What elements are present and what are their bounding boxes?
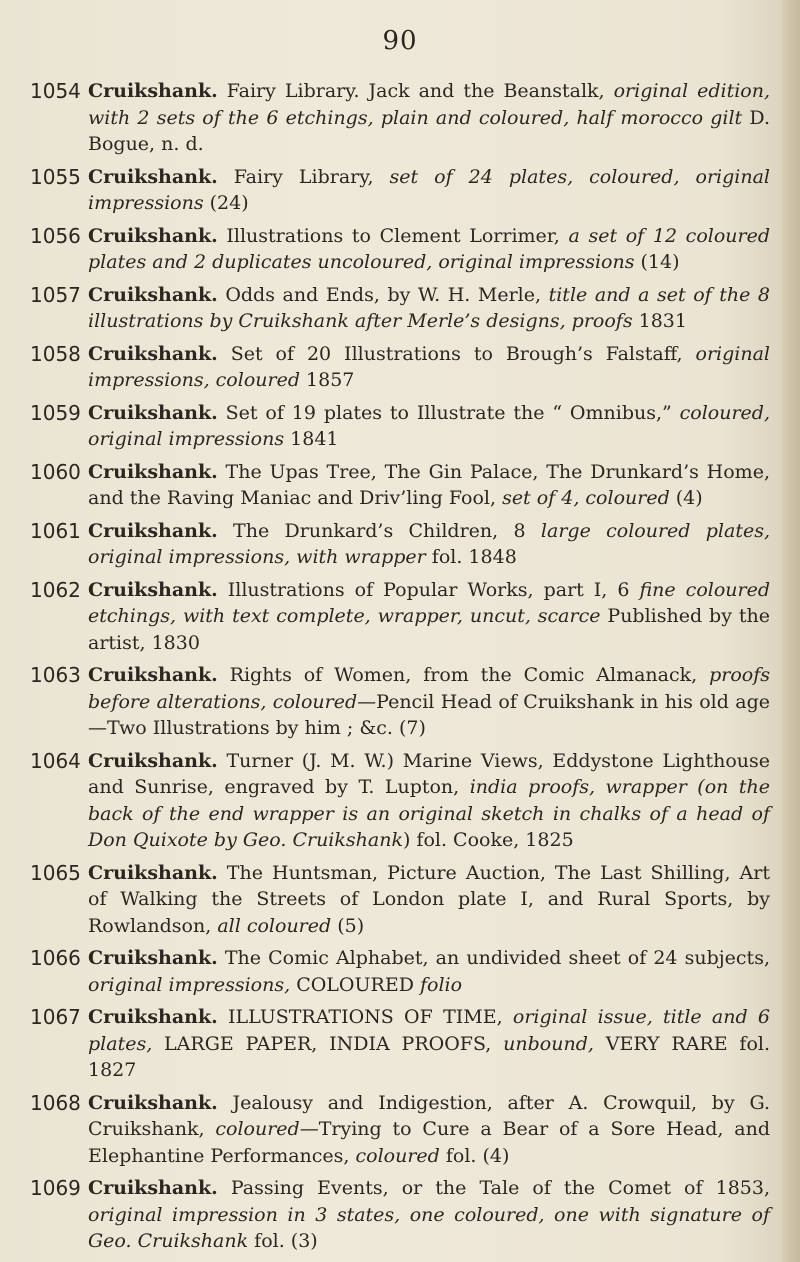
lot-text-part: proofs before alterations, coloured bbox=[88, 664, 770, 713]
lot-entry bbox=[30, 748, 770, 854]
lot-number: 1065 bbox=[30, 860, 81, 885]
lot-text-part: (5) bbox=[331, 914, 365, 937]
lot-description bbox=[88, 662, 770, 742]
lot-text-part: set of 4, coloured bbox=[502, 487, 670, 509]
lot-description bbox=[88, 860, 770, 940]
lot-text-part: coloured bbox=[355, 1144, 440, 1167]
lot-description bbox=[88, 282, 770, 335]
lot-text-part: D. Bogue, n. d. bbox=[88, 106, 770, 155]
lot-text-part: The Upas Tree, The Gin Palace, The Drunkard’s Home, and the Raving Maniac and Driv’ling Fool, bbox=[88, 460, 770, 509]
lot-text-part: Fairy Library. Jack and the Beanstalk, bbox=[217, 80, 614, 102]
lot-text-part: 1831 bbox=[632, 310, 687, 332]
lot-text-part: Rights of Women, from the Comic Almanack, bbox=[217, 664, 710, 686]
lot-text-part: ILLUSTRATIONS OF TIME, bbox=[217, 1006, 513, 1028]
lot-text-part: The Drunkard’s Children, 8 bbox=[217, 519, 541, 542]
lot-text-part: india proofs, wrapper (on the back of the end wrapper is an original sketch in chalks of a head of Don Quixote by Geo. Cruikshank bbox=[88, 776, 770, 851]
lot-description bbox=[88, 945, 770, 998]
lot-author: Cruikshank. bbox=[88, 342, 218, 365]
lot-text-part: Odds and Ends, by W. H. Merle, bbox=[217, 283, 549, 306]
lot-description bbox=[88, 400, 770, 453]
lot-entry bbox=[30, 945, 770, 998]
lot-author: Cruikshank. bbox=[88, 519, 218, 542]
lot-number: 1068 bbox=[30, 1090, 81, 1115]
lot-text-part: original impressions, coloured bbox=[88, 342, 770, 391]
lot-description bbox=[88, 1004, 770, 1084]
lot-text-part: fine coloured etchings, with text complete, wrapper, uncut, scarce bbox=[88, 578, 770, 627]
lot-text-part: (24) bbox=[203, 192, 249, 214]
lot-entry bbox=[30, 459, 770, 512]
lot-number: 1062 bbox=[30, 577, 81, 602]
lot-text-part: coloured, original impressions bbox=[88, 401, 770, 450]
lot-text-part: Illustrations to Clement Lorrimer, bbox=[217, 224, 569, 247]
lot-text-part: (4) bbox=[669, 487, 703, 509]
lot-text-part: Passing Events, or the Tale of the Comet of 1853, bbox=[217, 1177, 770, 1199]
lot-description bbox=[88, 164, 770, 217]
lot-number: 1061 bbox=[30, 518, 81, 543]
lot-description bbox=[88, 1175, 770, 1255]
lot-author: Cruikshank. bbox=[88, 283, 218, 306]
lot-text-part: original issue, title and 6 plates, bbox=[88, 1006, 770, 1055]
lot-author: Cruikshank. bbox=[88, 749, 218, 772]
lot-text-part: VERY RARE fol. 1827 bbox=[88, 1032, 770, 1081]
lot-number: 1064 bbox=[30, 748, 81, 773]
lot-text-part: —Trying to Cure a Bear of a Sore Head, and Elephantine Performances, bbox=[88, 1118, 770, 1167]
lot-author: Cruikshank. bbox=[88, 224, 218, 247]
lot-text-part: fol. (4) bbox=[439, 1144, 510, 1167]
lot-author: Cruikshank. bbox=[88, 1006, 218, 1028]
lot-description bbox=[88, 341, 770, 394]
page-edge bbox=[782, 0, 800, 1262]
lot-text-part: fol. (3) bbox=[248, 1230, 318, 1252]
page-number: 90 bbox=[382, 26, 418, 56]
lot-text-part: folio bbox=[419, 973, 463, 996]
lot-author: Cruikshank. bbox=[88, 80, 218, 102]
lot-text-part: coloured bbox=[215, 1118, 300, 1140]
lot-text-part: a set of 12 coloured plates and 2 duplicates uncoloured, original impressions bbox=[88, 224, 771, 273]
lot-text-part: Illustrations of Popular Works, part I, 6 bbox=[217, 578, 640, 601]
lot-list bbox=[30, 78, 770, 1261]
lot-text-part: original impression in 3 states, one coloured, one with signature of Geo. Cruikshank bbox=[88, 1203, 770, 1252]
lot-text-part: The Comic Alphabet, an undivided sheet of 24 subjects, bbox=[217, 947, 770, 969]
lot-description bbox=[88, 748, 770, 854]
lot-text-part: 1841 bbox=[284, 428, 339, 450]
lot-author: Cruikshank. bbox=[88, 578, 218, 601]
lot-number: 1067 bbox=[30, 1005, 81, 1029]
lot-text-part: Set of 20 Illustrations to Brough’s Falstaff, bbox=[217, 342, 696, 365]
lot-entry bbox=[30, 860, 770, 940]
lot-entry bbox=[30, 1090, 770, 1170]
lot-text-part: COLOURED bbox=[290, 973, 420, 996]
lot-text-part: fol. 1848 bbox=[425, 546, 517, 568]
lot-number: 1059 bbox=[30, 400, 81, 425]
lot-description bbox=[88, 78, 770, 158]
lot-number: 1056 bbox=[30, 223, 81, 248]
lot-text-part: The Huntsman, Picture Auction, The Last Shilling, Art of Walking the Streets of London plate I, and Rural Sports, by Rowlandson, bbox=[88, 861, 770, 937]
lot-text-part: Turner (J. M. W.) Marine Views, Eddystone Lighthouse and Sunrise, engraved by T. Lupton, bbox=[88, 749, 770, 798]
lot-entry bbox=[30, 577, 770, 657]
lot-entry bbox=[30, 1175, 770, 1255]
lot-text-part: LARGE PAPER, INDIA PROOFS, bbox=[152, 1032, 504, 1055]
lot-number: 1069 bbox=[30, 1176, 81, 1200]
lot-number: 1057 bbox=[30, 282, 81, 307]
lot-author: Cruikshank. bbox=[88, 165, 218, 188]
lot-text-part: title and a set of the 8 illustrations by Cruikshank after Merle’s designs, proofs bbox=[88, 283, 770, 332]
lot-text-part: original impressions, bbox=[88, 973, 291, 996]
lot-text-part: Set of 19 plates to Illustrate the “ Omnibus,” bbox=[217, 401, 680, 424]
lot-text-part: set of 24 plates, coloured, original impressions bbox=[88, 165, 770, 214]
lot-entry bbox=[30, 518, 770, 571]
lot-text-part: Published by the artist, 1830 bbox=[88, 605, 770, 654]
lot-entry bbox=[30, 400, 770, 453]
lot-number: 1054 bbox=[30, 79, 81, 103]
lot-entry bbox=[30, 223, 770, 276]
lot-author: Cruikshank. bbox=[88, 664, 218, 686]
lot-text-part: ) fol. Cooke, 1825 bbox=[402, 829, 574, 851]
lot-number: 1058 bbox=[30, 341, 81, 366]
lot-entry bbox=[30, 1004, 770, 1084]
lot-entry bbox=[30, 282, 770, 335]
lot-text-part: large coloured plates, original impressions, with wrapper bbox=[88, 519, 770, 568]
lot-description bbox=[88, 223, 770, 276]
lot-text-part: original edition, with 2 sets of the 6 etchings, plain and coloured, half morocco gilt bbox=[88, 80, 770, 129]
lot-text-part: —Pencil Head of Cruikshank in his old age—Two Illustrations by him ; &c. (7) bbox=[88, 690, 770, 739]
lot-author: Cruikshank. bbox=[88, 1091, 218, 1114]
lot-text-part: unbound, bbox=[503, 1032, 594, 1055]
lot-author: Cruikshank. bbox=[88, 947, 218, 969]
lot-text-part: all coloured bbox=[217, 914, 332, 937]
lot-description bbox=[88, 1090, 770, 1170]
lot-entry bbox=[30, 662, 770, 742]
lot-number: 1063 bbox=[30, 663, 81, 687]
lot-author: Cruikshank. bbox=[88, 460, 218, 483]
lot-number: 1060 bbox=[30, 459, 81, 484]
lot-author: Cruikshank. bbox=[88, 861, 218, 884]
lot-text-part: Fairy Library, bbox=[217, 165, 390, 188]
lot-number: 1066 bbox=[30, 946, 81, 970]
lot-text-part: Jealousy and Indigestion, after A. Crowquil, by G. Cruikshank, bbox=[88, 1091, 770, 1140]
lot-author: Cruikshank. bbox=[88, 401, 218, 424]
lot-entry bbox=[30, 341, 770, 394]
lot-number: 1055 bbox=[30, 164, 81, 189]
lot-description bbox=[88, 459, 770, 512]
lot-text-part: 1857 bbox=[300, 369, 355, 391]
lot-entry bbox=[30, 78, 770, 158]
lot-description bbox=[88, 577, 770, 657]
lot-description bbox=[88, 518, 770, 571]
lot-author: Cruikshank. bbox=[88, 1177, 218, 1199]
lot-text-part: (14) bbox=[634, 251, 680, 273]
lot-entry bbox=[30, 164, 770, 217]
